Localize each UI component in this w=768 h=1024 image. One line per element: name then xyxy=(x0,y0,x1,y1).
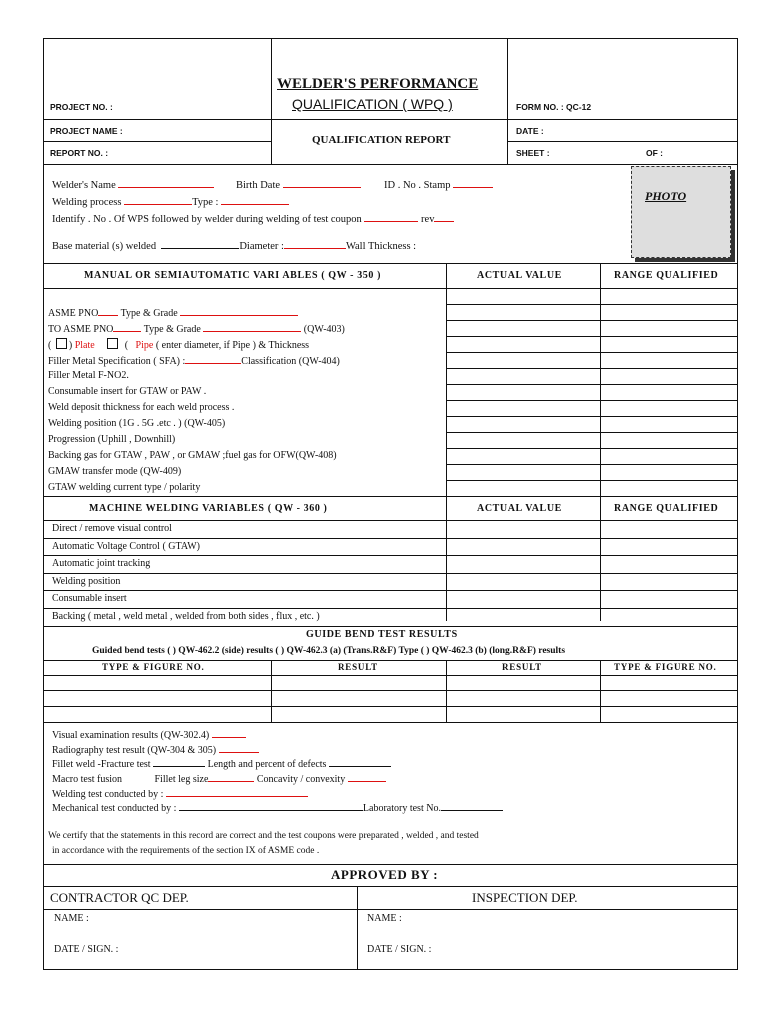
manual-actual-heading: ACTUAL VALUE xyxy=(477,270,562,281)
inspection-date-sign-field[interactable]: DATE / SIGN. : xyxy=(367,944,432,955)
manual-variable-row: Progression (Uphill , Downhill) xyxy=(48,434,176,445)
bend-col-result-1: RESULT xyxy=(338,662,378,672)
machine-variables-heading: MACHINE WELDING VARIABLES ( QW - 360 ) xyxy=(89,503,328,514)
of-label: OF : xyxy=(646,148,663,158)
machine-variable-row: Backing ( metal , weld metal , welded from both sides , flux , etc. ) xyxy=(52,611,320,622)
machine-variable-row: Automatic joint tracking xyxy=(52,558,151,570)
birth-date-field[interactable]: Birth Date xyxy=(236,178,361,191)
bend-test-heading: GUIDE BEND TEST RESULTS xyxy=(306,629,458,640)
photo-label: PHOTO xyxy=(645,189,687,203)
inspection-heading: INSPECTION DEP. xyxy=(472,890,578,905)
machine-variable-row: Welding position xyxy=(52,575,121,587)
plate-pipe-row[interactable]: ( ) Plate ( Pipe ( enter diameter, if Pipe ) & Thickness xyxy=(48,340,310,351)
machine-variable-row: Automatic Voltage Control ( GTAW) xyxy=(52,540,201,552)
plate-checkbox[interactable] xyxy=(56,338,67,349)
manual-variable-row: Backing gas for GTAW , PAW , or GMAW ;fuel gas for OFW(QW-408) xyxy=(48,450,337,461)
manual-variable-row: GTAW welding current type / polarity xyxy=(48,482,201,493)
contractor-name-field[interactable]: NAME : xyxy=(54,913,89,924)
base-material-field[interactable]: Base material (s) welded Diameter : Wall Thickness : xyxy=(52,241,417,252)
filler-spec-row[interactable]: Filler Metal Specification ( SFA) : Classification (QW-404) xyxy=(48,356,340,367)
welding-conducted-field[interactable]: Welding test conducted by : xyxy=(52,787,308,800)
manual-variable-row: GMAW transfer mode (QW-409) xyxy=(48,466,182,477)
bend-col-type-1: TYPE & FIGURE NO. xyxy=(102,662,205,672)
macro-test-field[interactable]: Macro test fusion Fillet leg size Concavity / convexity xyxy=(52,772,386,785)
to-asme-pno-row[interactable]: TO ASME PNO Type & Grade (QW-403) xyxy=(48,324,345,335)
header-divider-right xyxy=(507,38,508,164)
asme-pno-row[interactable]: ASME PNO Type & Grade xyxy=(48,306,298,319)
manual-range-heading: RANGE QUALIFIED xyxy=(614,270,719,281)
identify-wps-field[interactable]: Identify . No . Of WPS followed by welder during welding of test coupon rev xyxy=(52,212,454,225)
bend-test-line: Guided bend tests ( ) QW-462.2 (side) results ( ) QW-462.3 (a) (Trans.R&F) Type ( ) QW-462.3 (b) (long.R&F) results xyxy=(92,646,566,656)
bend-col-type-2: TYPE & FIGURE NO. xyxy=(614,662,717,672)
project-name-label: PROJECT NAME : xyxy=(50,126,123,136)
mechanical-conducted-field[interactable]: Mechanical test conducted by : Laboratory test No. xyxy=(52,801,503,814)
form-title-2: QUALIFICATION ( WPQ ) xyxy=(292,96,453,112)
inspection-name-field[interactable]: NAME : xyxy=(367,913,402,924)
manual-variable-row: Consumable insert for GTAW or PAW . xyxy=(48,386,207,397)
machine-range-heading: RANGE QUALIFIED xyxy=(614,503,719,514)
form-no-label: FORM NO. : QC-12 xyxy=(516,102,592,112)
machine-variable-row: Consumable insert xyxy=(52,593,127,605)
manual-variable-row: Weld deposit thickness for each weld process . xyxy=(48,402,235,413)
sheet-label: SHEET : xyxy=(516,148,550,158)
fillet-fracture-field[interactable]: Fillet weld -Fracture test Length and percent of defects xyxy=(52,757,391,770)
contractor-date-sign-field[interactable]: DATE / SIGN. : xyxy=(54,944,119,955)
welder-name-field[interactable]: Welder's Name xyxy=(52,178,214,191)
approved-by-heading: APPROVED BY : xyxy=(331,867,439,882)
manual-variable-row: Welding position (1G . 5G .etc . ) (QW-405) xyxy=(48,418,226,429)
machine-variable-row: Direct / remove visual control xyxy=(52,523,172,534)
photo-box[interactable] xyxy=(631,166,731,258)
pipe-checkbox[interactable] xyxy=(107,338,118,349)
manual-variables-heading: MANUAL OR SEMIAUTOMATIC VARI ABLES ( QW - 350 ) xyxy=(84,270,382,281)
form-title: WELDER'S PERFORMANCE xyxy=(277,76,479,92)
header-divider-left xyxy=(271,38,272,164)
certify-line-2: in accordance with the requirements of the section IX of ASME code . xyxy=(52,846,320,856)
id-stamp-field[interactable]: ID . No . Stamp xyxy=(384,178,493,191)
certify-line-1: We certify that the statements in this record are correct and the test coupons were preparated , welded , and tested xyxy=(48,831,479,841)
welding-process-field[interactable]: Welding process Type : xyxy=(52,195,289,208)
radiography-field[interactable]: Radiography test result (QW-304 & 305) xyxy=(52,743,259,756)
contractor-qc-heading: CONTRACTOR QC DEP. xyxy=(50,890,189,905)
visual-exam-field[interactable]: Visual examination results (QW-302.4) xyxy=(52,728,246,741)
date-label: DATE : xyxy=(516,126,544,136)
bend-col-result-2: RESULT xyxy=(502,662,542,672)
form-subtitle: QUALIFICATION REPORT xyxy=(312,134,451,146)
manual-variable-row: Filler Metal F-NO2. xyxy=(48,370,129,381)
machine-actual-heading: ACTUAL VALUE xyxy=(477,503,562,514)
project-no-label: PROJECT NO. : xyxy=(50,102,113,112)
report-no-label: REPORT NO. : xyxy=(50,148,109,158)
